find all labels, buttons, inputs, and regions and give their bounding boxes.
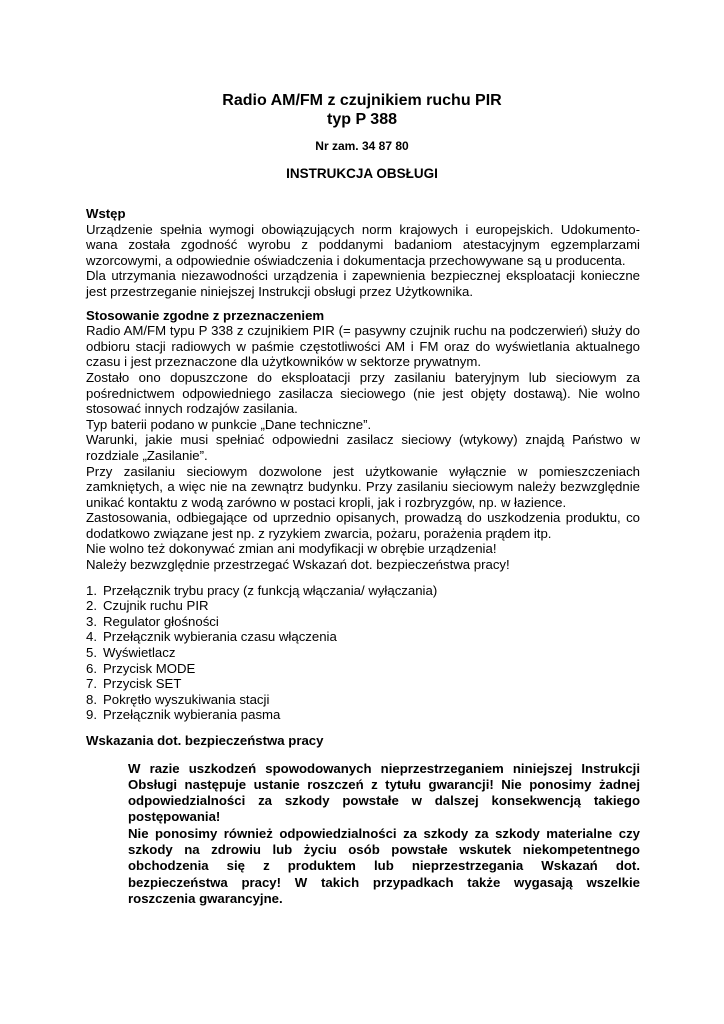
intended-use-section xyxy=(86,308,640,573)
list-item xyxy=(86,661,640,677)
intended-use-heading: Stosowanie zgodne z przeznaczeniem xyxy=(86,307,325,323)
intended-use-paragraph-3: Typ baterii podano w punkcie „Dane techniczne”. xyxy=(86,416,372,432)
list-item-label: Regulator głośności xyxy=(103,613,219,629)
list-item xyxy=(86,676,640,692)
intro-heading: Wstęp xyxy=(86,206,126,221)
intended-use-paragraph-4: Warunki, jakie musi spełniać odpowiedni zasilacz sieciowy (wtykowy) znajdą Państwo w rozdziale „Zasilanie”. xyxy=(86,432,640,463)
safety-warning-box xyxy=(128,761,640,908)
list-item-label: Przełącznik trybu pracy (z funkcją włączania/ wyłączania) xyxy=(103,582,438,598)
list-item-label: Wyświetlacz xyxy=(103,645,176,661)
list-item xyxy=(86,629,640,645)
safety-warning-paragraph-2: Nie ponosimy również odpowiedzialności za szkody za szkody materialne czy szkody na zdrowiu lub życiu osób powstałe wskutek niekompetentnego obchodzenia się z produktem lub nieprzestrzegania Wskazań dot. bezpieczeństwa pracy! W takich przypadkach także wygasają wszelkie roszczenia gwarancyjne. xyxy=(128,825,640,906)
list-item-number: 6. xyxy=(86,660,97,676)
list-item-number: 4. xyxy=(86,629,97,645)
intended-use-paragraph-6: Zastosowania, odbiegające od uprzednio opisanych, prowadzą do uszkodzenia produktu, co dodatkowo związane jest np. z ryzykiem zwarcia, pożaru, porażenia prądem itp. xyxy=(86,510,640,541)
intended-use-paragraph-1: Radio AM/FM typu P 338 z czujnikiem PIR (= pasywny czujnik ruchu na podczerwień) służy do odbioru stacji radiowych w paśmie częstotliwości AM i FM oraz do wyświetlania aktualnego czasu i jest przeznaczone dla użytkowników w sektorze prywatnym. xyxy=(86,323,640,370)
list-item-number: 5. xyxy=(86,645,97,661)
intro-section xyxy=(86,206,640,300)
intro-paragraph-2: Dla utrzymania niezawodności urządzenia i zapewnienia bezpiecznej eksploatacji konieczne jest przestrzeganie niniejszej Instrukcji obsługi przez Użytkownika. xyxy=(86,268,640,299)
list-item-label: Pokrętło wyszukiwania stacji xyxy=(103,691,270,707)
document-subtitle: typ P 388 xyxy=(327,111,397,128)
list-item-number: 2. xyxy=(86,598,97,614)
list-item-label: Przycisk MODE xyxy=(103,660,196,676)
intended-use-paragraph-7: Nie wolno też dokonywać zmian ani modyfikacji w obrębie urządzenia! xyxy=(86,541,497,557)
parts-list xyxy=(86,583,640,723)
document-body xyxy=(86,206,640,907)
manual-title: INSTRUKCJA OBSŁUGI xyxy=(286,166,438,181)
intended-use-paragraph-5: Przy zasilaniu sieciowym dozwolone jest użytkowanie wyłącznie w pomieszczeniach zamkniętych, a więc nie na zewnątrz budynku. Przy zasilaniu sieciowym należy bezwzględnie unikać kontaktu z wodą zarówno w postaci kropli, jak i rozbryzgów, np. w łazience. xyxy=(86,463,640,510)
list-item-number: 7. xyxy=(86,676,97,692)
list-item xyxy=(86,583,640,599)
intro-paragraph-1: Urządzenie spełnia wymogi obowiązujących norm krajowych i europejskich. Udokumento-wana została zgodność wyrobu z poddanymi badaniom atestacyjnym egzemplarzami wzorcowymi, a odpowiednie oświadczenia i dokumentacja przechowywane są u producenta. xyxy=(86,221,640,268)
list-item-number: 9. xyxy=(86,707,97,723)
list-item-number: 1. xyxy=(86,582,97,598)
list-item xyxy=(86,614,640,630)
list-item-number: 8. xyxy=(86,691,97,707)
list-item-label: Czujnik ruchu PIR xyxy=(103,598,209,614)
list-item xyxy=(86,707,640,723)
order-number: Nr zam. 34 87 80 xyxy=(315,139,409,153)
list-item xyxy=(86,598,640,614)
list-item xyxy=(86,645,640,661)
list-item-label: Przełącznik wybierania pasma xyxy=(103,707,281,723)
list-item-number: 3. xyxy=(86,613,97,629)
list-item-label: Przełącznik wybierania czasu włączenia xyxy=(103,629,337,645)
intended-use-paragraph-2: Zostało ono dopuszczone do eksploatacji przy zasilaniu bateryjnym lub sieciowym za pośrednictwem odpowiedniego zasilacza sieciowego (nie jest objęty dostawą). Nie wolno stosować innych rodzajów zasilania. xyxy=(86,369,640,417)
safety-warning-paragraph-1: W razie uszkodzeń spowodowanych nieprzestrzeganiem niniejszej Instrukcji Obsługi następuje ustanie roszczeń z tytułu gwarancji! Nie ponosimy żadnej odpowiedzialności za szkody powstałe w dalszej konsekwencją takiego postępowania! xyxy=(128,760,640,825)
safety-heading: Wskazania dot. bezpieczeństwa pracy xyxy=(86,733,324,748)
list-item xyxy=(86,692,640,708)
intended-use-paragraph-8: Należy bezwzględnie przestrzegać Wskazań dot. bezpieczeństwa pracy! xyxy=(86,557,510,573)
list-item-label: Przycisk SET xyxy=(103,676,182,692)
safety-section xyxy=(86,733,640,907)
document-title: Radio AM/FM z czujnikiem ruchu PIR xyxy=(222,92,502,109)
